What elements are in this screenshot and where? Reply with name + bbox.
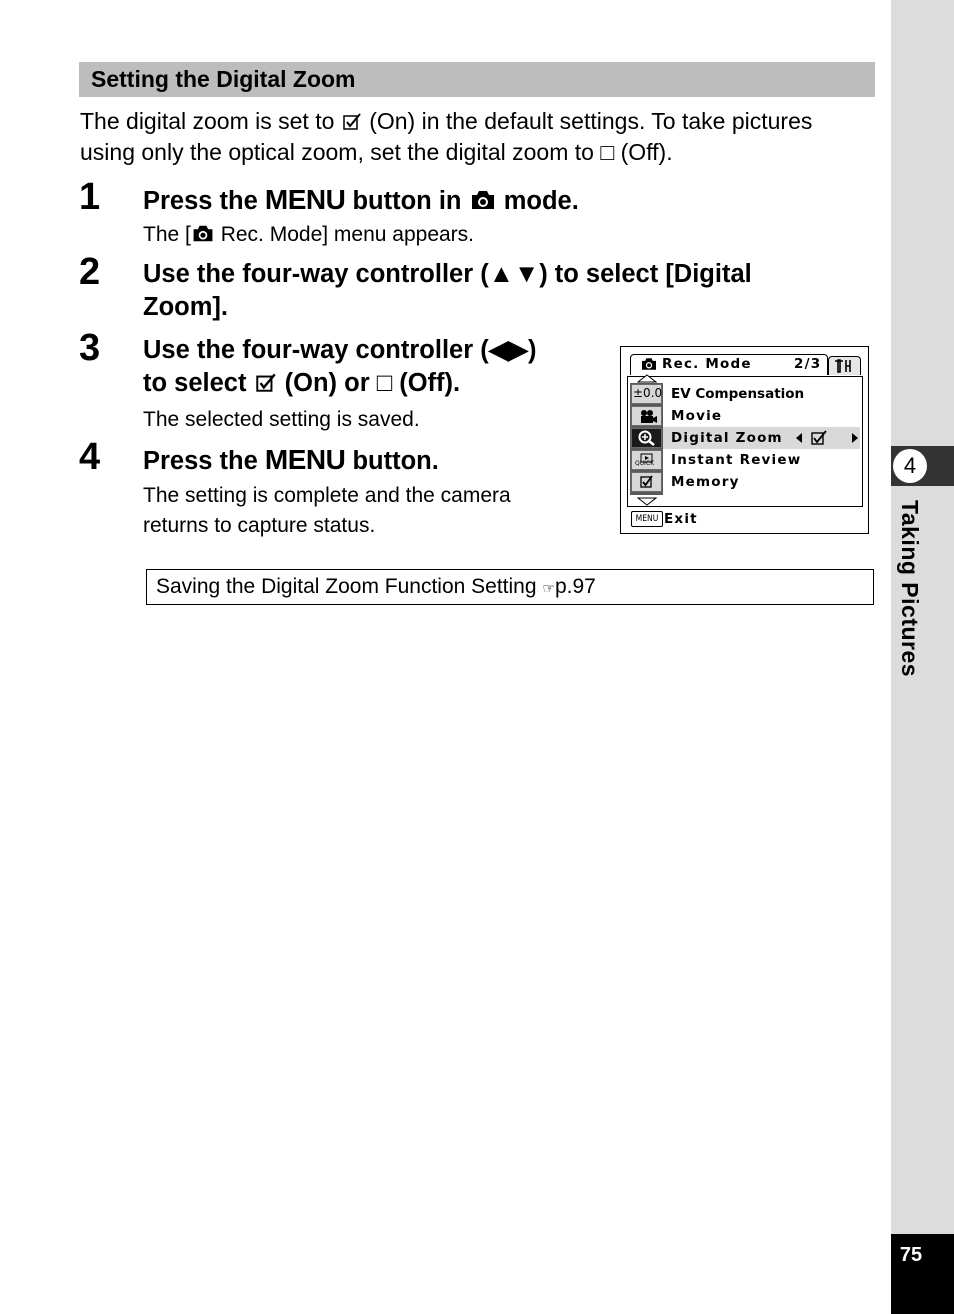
chapter-title: Taking Pictures <box>897 500 923 678</box>
step-3-text-c: (Off). <box>399 369 461 397</box>
step-1-text-c: mode. <box>503 187 579 215</box>
ev-compensation-icon <box>631 384 662 404</box>
left-arrow-icon <box>795 432 803 444</box>
checkbox-empty-icon: □ <box>600 139 615 165</box>
scroll-up-arrow-icon <box>637 374 657 383</box>
quick-review-icon <box>631 450 662 470</box>
intro-text-1a: The digital zoom is set to <box>80 108 335 134</box>
step-3-title-line1: Use the four-way controller (◀▶) <box>143 336 537 364</box>
reference-label: Saving the Digital Zoom Function Setting <box>156 575 537 598</box>
step-4-note <box>143 481 511 541</box>
lcd-row-movie: Movie <box>671 408 723 424</box>
memory-checkbox-icon <box>631 472 662 492</box>
lcd-row-digital-zoom: Digital Zoom <box>671 430 783 446</box>
camera-icon <box>640 357 658 371</box>
checkbox-checked-icon <box>254 371 278 393</box>
intro-text-2a: using only the optical zoom, set the digital zoom to <box>80 139 594 165</box>
pointing-hand-icon: ☞ <box>542 580 555 596</box>
scroll-down-arrow-icon <box>637 497 657 506</box>
step-3-note: The selected setting is saved. <box>143 408 420 431</box>
step-3-text-a: to select <box>143 369 247 397</box>
camera-menu-screen <box>620 346 869 534</box>
step-2-title <box>143 258 752 324</box>
quick-label: QUICK <box>635 460 655 467</box>
wrench-icon <box>829 357 859 375</box>
checkbox-checked-icon <box>810 430 828 446</box>
step-4-note-line2: returns to capture status. <box>143 514 376 537</box>
section-title: Setting the Digital Zoom <box>91 66 356 92</box>
step-4-number: 4 <box>79 436 101 478</box>
step-2-title-line1: Use the four-way controller (▲▼) to select [Digital <box>143 260 752 288</box>
step-3-text-b: (On) or <box>284 369 370 397</box>
step-3-title <box>143 334 536 400</box>
intro-text-2b: (Off). <box>620 139 673 165</box>
menu-button-glyph: MENU <box>264 184 346 215</box>
step-4-text-a: Press the <box>143 447 258 475</box>
reference-box <box>146 569 874 605</box>
chapter-number: 4 <box>893 449 927 483</box>
step-1-text-b: button in <box>352 187 462 215</box>
lcd-menu-button: MENU <box>631 511 663 527</box>
step-1-note-a: The [ <box>143 223 191 246</box>
page-number: 75 <box>899 1244 923 1266</box>
digital-zoom-magnifier-icon <box>631 428 662 448</box>
lcd-row-instant-review: Instant Review <box>671 452 802 468</box>
lcd-row-memory: Memory <box>671 474 740 490</box>
right-arrow-icon <box>851 432 859 444</box>
step-2-title-line2: Zoom]. <box>143 293 228 321</box>
lcd-exit-label: Exit <box>664 511 698 527</box>
lcd-page-indicator: 2/3 <box>794 356 822 372</box>
reference-text <box>156 575 596 599</box>
lcd-setup-tab <box>828 356 861 375</box>
step-4-text-b: button. <box>352 447 439 475</box>
step-1-title <box>143 183 579 218</box>
step-1-note <box>143 220 474 250</box>
camera-icon <box>191 224 215 243</box>
step-1-text-a: Press the <box>143 187 258 215</box>
menu-button-glyph: MENU <box>264 444 346 475</box>
intro-paragraph <box>80 106 880 168</box>
movie-camera-icon <box>631 406 662 426</box>
reference-page-link[interactable]: p.97 <box>554 575 596 598</box>
lcd-row-ev-compensation: EV Compensation <box>671 386 805 402</box>
checkbox-checked-icon <box>341 111 363 131</box>
step-4-note-line1: The setting is complete and the camera <box>143 484 511 507</box>
ev-value: ±0.0 <box>633 386 663 400</box>
step-1-number: 1 <box>79 176 101 218</box>
section-header-bar <box>79 62 875 97</box>
step-2-number: 2 <box>79 251 101 293</box>
intro-text-1b: (On) in the default settings. To take pictures <box>369 108 813 134</box>
step-4-title <box>143 443 439 478</box>
checkbox-empty-icon: □ <box>376 369 393 397</box>
camera-icon <box>469 189 497 211</box>
lcd-tab-title: Rec. Mode <box>662 356 752 372</box>
step-3-number: 3 <box>79 327 101 369</box>
step-1-note-b: Rec. Mode] menu appears. <box>220 223 475 246</box>
